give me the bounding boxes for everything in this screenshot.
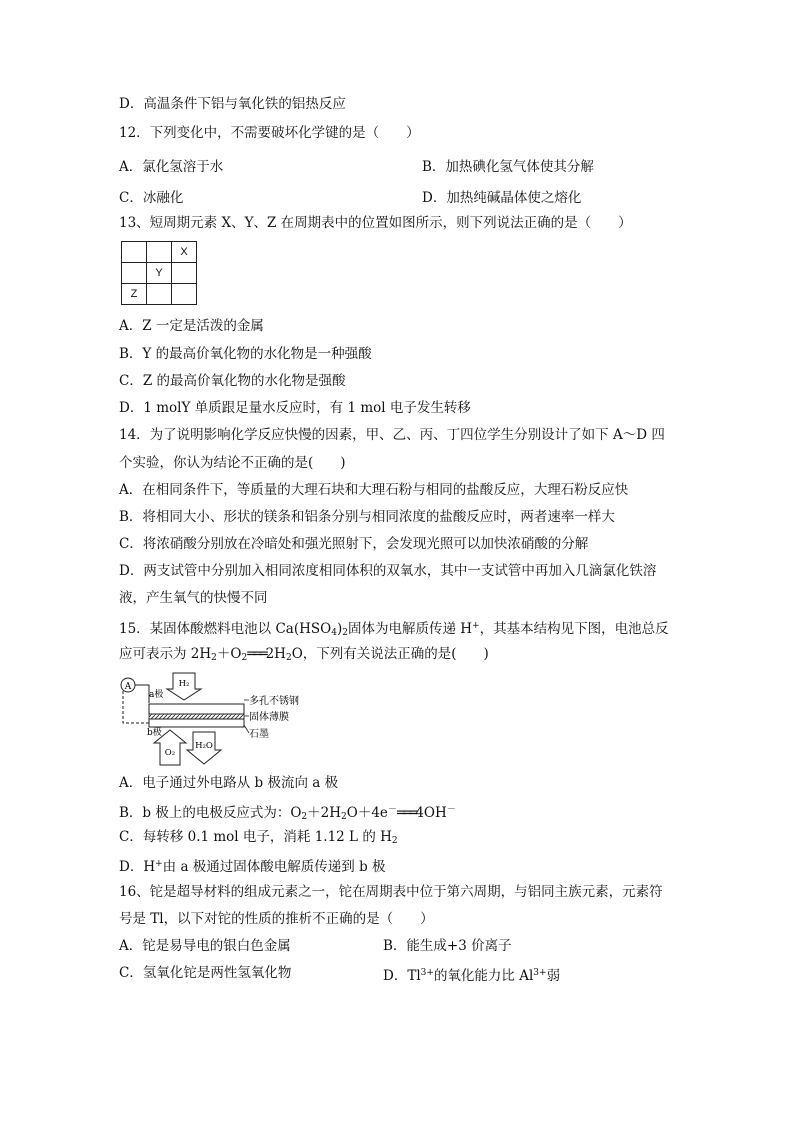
q14-option-c: C．将浓硝酸分别放在冷暗处和强光照射下，会发现光照可以加快浓硝酸的分解: [119, 536, 589, 552]
label-graphite: 石墨: [249, 729, 269, 740]
o2-label: O₂: [164, 748, 176, 758]
q12-option-d: D．加热纯碱晶体使之熔化: [422, 190, 582, 206]
periodic-table-fragment: [121, 241, 197, 305]
q13-option-c: C．Z 的最高价氧化物的水化物是强酸: [119, 373, 346, 389]
q14-option-d-line1: D．两支试管中分别加入相同浓度相同体积的双氧水，其中一支试管中再加入几滴氯化铁溶: [119, 563, 657, 579]
q14-option-d-line2: 液，产生氧气的快慢不同: [119, 590, 268, 606]
q12-option-b: B．加热碘化氢气体使其分解: [422, 159, 594, 175]
porous-steel-layer: [149, 704, 244, 714]
q13-stem: 13、短周期元素 X、Y、Z 在周期表中的位置如图所示，则下列说法正确的是（ ）: [119, 215, 632, 231]
q15-option-b: B．b 极上的电极反应式为：$O_2+2H_2O+4e^-═══4OH^-$: [119, 805, 456, 822]
h2-label: H₂: [178, 679, 190, 689]
q16-stem-line1: 16、铊是超导材料的组成元素之一，铊在周期表中位于第六周期，与铝同主族元素，元素符: [119, 884, 663, 900]
q13-option-a: A．Z 一定是活泼的金属: [119, 318, 264, 334]
q16-option-c: C．氢氧化铊是两性氢氧化物: [119, 965, 292, 981]
q12-option-a: A．氯化氢溶于水: [119, 159, 224, 175]
cell-z: Z: [122, 284, 147, 305]
q15-stem-line2: 应可表示为 $2H_2+O_2═══2H_2O$，下列有关说法正确的是( ): [119, 646, 489, 663]
q14-stem-line1: 14．为了说明影响化学反应快慢的因素，甲、乙、丙、丁四位学生分别设计了如下 A～D 四: [119, 427, 665, 443]
q16-option-a: A．铊是易导电的银白色金属: [119, 938, 291, 954]
q13-option-b: B．Y 的最高价氧化物的水化物是一种强酸: [119, 346, 372, 362]
q13-option-d: D．1 molY 单质跟足量水反应时，有 1 mol 电子发生转移: [119, 400, 471, 416]
q12-option-c: C．冰融化: [119, 190, 184, 206]
q14-stem-line2: 个实验，你认为结论不正确的是( ): [119, 455, 346, 471]
label-solid-film: 固体薄膜: [249, 712, 289, 723]
q15-option-d: D．H+由 a 极通过固体酸电解质传递到 b 极: [119, 859, 386, 875]
q15-option-c: C．每转移 0.1 mol 电子，消耗 1.12 L 的 $H_2$: [119, 829, 398, 846]
cell-x: X: [172, 242, 197, 263]
q16-option-b: B．能生成+3 价离子: [383, 938, 512, 954]
q11-option-d: D．高温条件下铝与氧化铁的铝热反应: [119, 96, 346, 112]
q15-option-a: A．电子通过外电路从 b 极流向 a 极: [119, 775, 339, 791]
b-pole-label: b极: [147, 728, 162, 738]
solid-film-layer: [149, 714, 244, 719]
label-porous-steel: 多孔不锈钢: [249, 696, 299, 707]
ammeter-label: A: [124, 682, 132, 692]
q14-option-a: A．在相同条件下，等质量的大理石块和大理石粉与相同的盐酸反应，大理石粉反应快: [119, 482, 629, 498]
cell-y: Y: [147, 263, 172, 284]
q12-stem: 12．下列变化中，不需要破坏化学键的是（ ）: [119, 125, 420, 141]
q16-option-d: D．$Tl^{3+}$的氧化能力比 $Al^{3+}$弱: [383, 968, 561, 984]
graphite-layer: [149, 719, 244, 727]
q16-stem-line2: 号是 Tl，以下对铊的性质的推析不正确的是（ ）: [119, 911, 434, 927]
a-pole-label: a极: [149, 690, 164, 700]
fuel-cell-diagram: [115, 667, 325, 769]
q15-stem-line1: 15．某固体酸燃料电池以 $Ca(HSO_4)_2$固体为电解质传递 H+，其基本结构见下图，电池总反: [119, 621, 669, 638]
q14-option-b: B．将相同大小、形状的镁条和铝条分别与相同浓度的盐酸反应时，两者速率一样大: [119, 509, 615, 525]
h2o-label: H₂O: [195, 741, 213, 751]
